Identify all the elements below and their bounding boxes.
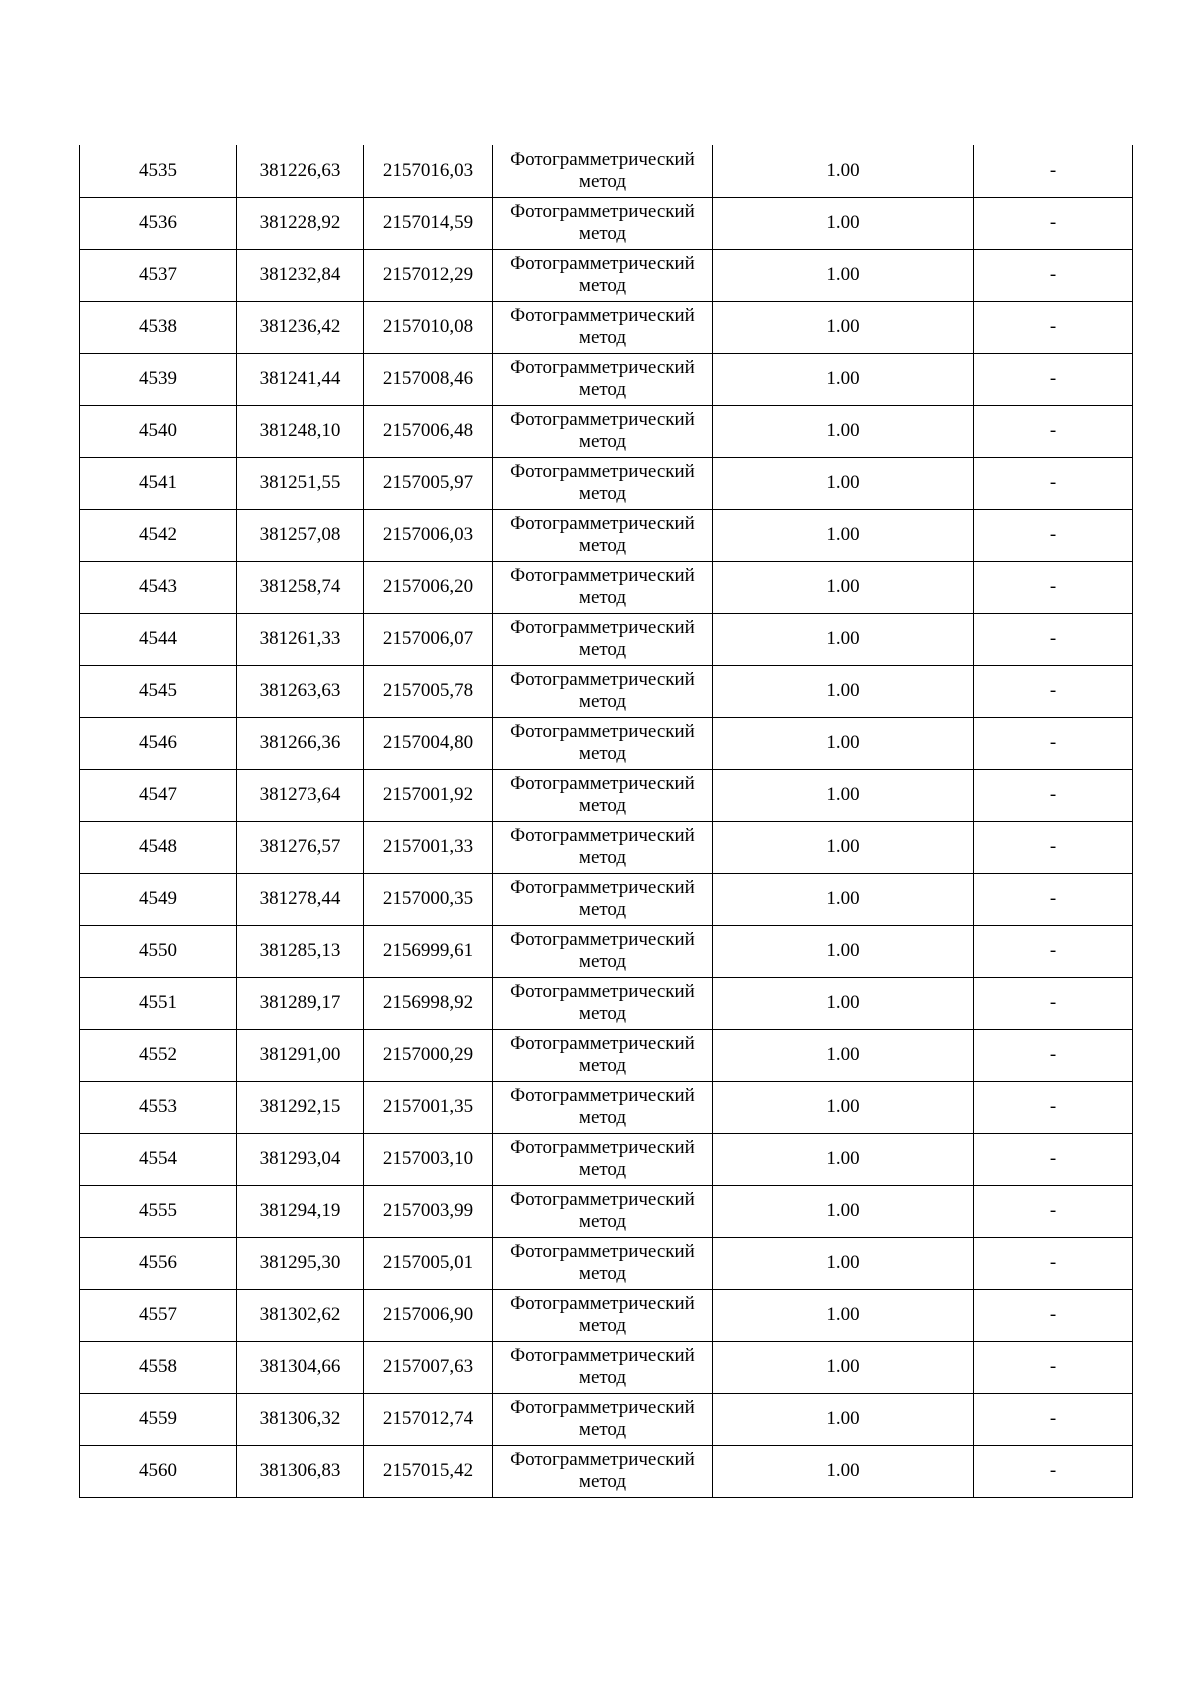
x-coordinate-cell: 381293,04 [237, 1133, 364, 1185]
y-coordinate-cell: 2157006,20 [364, 561, 493, 613]
x-coordinate-cell: 381248,10 [237, 405, 364, 457]
point-number-cell: 4546 [80, 717, 237, 769]
x-coordinate-cell: 381276,57 [237, 821, 364, 873]
method-line-1: Фотограмметрический [510, 773, 695, 794]
method-line-2: метод [578, 795, 627, 816]
coordinates-table-body [80, 145, 1133, 1497]
note-cell: - [974, 145, 1133, 197]
method-line-2: метод [578, 951, 627, 972]
point-number-cell: 4551 [80, 977, 237, 1029]
note-cell: - [974, 301, 1133, 353]
method-line-2: метод [578, 431, 627, 452]
method-cell [493, 665, 713, 717]
x-coordinate-cell: 381295,30 [237, 1237, 364, 1289]
point-number-cell: 4556 [80, 1237, 237, 1289]
method-line-1: Фотограмметрический [510, 877, 695, 898]
x-coordinate-cell: 381258,74 [237, 561, 364, 613]
method-cell [493, 1237, 713, 1289]
method-cell [493, 1081, 713, 1133]
table-row [80, 821, 1133, 873]
x-coordinate-cell: 381226,63 [237, 145, 364, 197]
method-line-1: Фотограмметрический [510, 201, 695, 222]
x-coordinate-cell: 381285,13 [237, 925, 364, 977]
table-row [80, 1445, 1133, 1497]
method-line-2: метод [578, 847, 627, 868]
point-number-cell: 4538 [80, 301, 237, 353]
x-coordinate-cell: 381302,62 [237, 1289, 364, 1341]
y-coordinate-cell: 2157003,99 [364, 1185, 493, 1237]
note-cell: - [974, 665, 1133, 717]
method-line-2: метод [578, 691, 627, 712]
x-coordinate-cell: 381306,83 [237, 1445, 364, 1497]
y-coordinate-cell: 2157005,01 [364, 1237, 493, 1289]
x-coordinate-cell: 381251,55 [237, 457, 364, 509]
point-number-cell: 4558 [80, 1341, 237, 1393]
table-row [80, 1133, 1133, 1185]
x-coordinate-cell: 381306,32 [237, 1393, 364, 1445]
table-row [80, 353, 1133, 405]
method-line-1: Фотограмметрический [510, 825, 695, 846]
note-cell: - [974, 561, 1133, 613]
note-cell: - [974, 1445, 1133, 1497]
table-row [80, 1289, 1133, 1341]
point-number-cell: 4550 [80, 925, 237, 977]
point-number-cell: 4545 [80, 665, 237, 717]
y-coordinate-cell: 2157014,59 [364, 197, 493, 249]
y-coordinate-cell: 2157008,46 [364, 353, 493, 405]
table-row [80, 1081, 1133, 1133]
method-cell [493, 249, 713, 301]
y-coordinate-cell: 2157010,08 [364, 301, 493, 353]
method-line-2: метод [578, 327, 627, 348]
method-line-2: метод [578, 639, 627, 660]
method-line-2: метод [578, 587, 627, 608]
method-line-1: Фотограмметрический [510, 305, 695, 326]
point-number-cell: 4543 [80, 561, 237, 613]
accuracy-cell: 1.00 [713, 873, 974, 925]
table-row [80, 925, 1133, 977]
accuracy-cell: 1.00 [713, 353, 974, 405]
x-coordinate-cell: 381278,44 [237, 873, 364, 925]
table-row [80, 405, 1133, 457]
accuracy-cell: 1.00 [713, 1341, 974, 1393]
table-row [80, 717, 1133, 769]
method-line-2: метод [578, 1263, 627, 1284]
table-row [80, 561, 1133, 613]
method-cell [493, 613, 713, 665]
table-row [80, 613, 1133, 665]
accuracy-cell: 1.00 [713, 249, 974, 301]
accuracy-cell: 1.00 [713, 925, 974, 977]
note-cell: - [974, 197, 1133, 249]
method-line-2: метод [578, 1055, 627, 1076]
method-line-2: метод [578, 535, 627, 556]
table-row [80, 873, 1133, 925]
accuracy-cell: 1.00 [713, 1237, 974, 1289]
method-cell [493, 977, 713, 1029]
method-line-1: Фотограмметрический [510, 1033, 695, 1054]
y-coordinate-cell: 2157000,29 [364, 1029, 493, 1081]
x-coordinate-cell: 381266,36 [237, 717, 364, 769]
method-line-1: Фотограмметрический [510, 565, 695, 586]
accuracy-cell: 1.00 [713, 821, 974, 873]
method-line-1: Фотограмметрический [510, 513, 695, 534]
method-cell [493, 509, 713, 561]
accuracy-cell: 1.00 [713, 405, 974, 457]
table-row [80, 977, 1133, 1029]
method-line-1: Фотограмметрический [510, 669, 695, 690]
y-coordinate-cell: 2157005,97 [364, 457, 493, 509]
note-cell: - [974, 1289, 1133, 1341]
method-line-1: Фотограмметрический [510, 1189, 695, 1210]
note-cell: - [974, 977, 1133, 1029]
accuracy-cell: 1.00 [713, 717, 974, 769]
y-coordinate-cell: 2157004,80 [364, 717, 493, 769]
accuracy-cell: 1.00 [713, 769, 974, 821]
method-line-1: Фотограмметрический [510, 461, 695, 482]
point-number-cell: 4547 [80, 769, 237, 821]
note-cell: - [974, 457, 1133, 509]
method-cell [493, 1445, 713, 1497]
accuracy-cell: 1.00 [713, 145, 974, 197]
method-line-2: метод [578, 1003, 627, 1024]
x-coordinate-cell: 381273,64 [237, 769, 364, 821]
point-number-cell: 4560 [80, 1445, 237, 1497]
x-coordinate-cell: 381232,84 [237, 249, 364, 301]
point-number-cell: 4535 [80, 145, 237, 197]
method-cell [493, 873, 713, 925]
accuracy-cell: 1.00 [713, 301, 974, 353]
method-line-1: Фотограмметрический [510, 981, 695, 1002]
accuracy-cell: 1.00 [713, 1445, 974, 1497]
note-cell: - [974, 925, 1133, 977]
x-coordinate-cell: 381257,08 [237, 509, 364, 561]
method-cell [493, 405, 713, 457]
accuracy-cell: 1.00 [713, 457, 974, 509]
point-number-cell: 4555 [80, 1185, 237, 1237]
accuracy-cell: 1.00 [713, 197, 974, 249]
method-cell [493, 561, 713, 613]
x-coordinate-cell: 381304,66 [237, 1341, 364, 1393]
x-coordinate-cell: 381261,33 [237, 613, 364, 665]
method-line-2: метод [578, 170, 627, 192]
table-row [80, 1393, 1133, 1445]
method-line-1: Фотограмметрический [510, 357, 695, 378]
x-coordinate-cell: 381263,63 [237, 665, 364, 717]
method-cell [493, 1133, 713, 1185]
note-cell: - [974, 1237, 1133, 1289]
accuracy-cell: 1.00 [713, 509, 974, 561]
table-row [80, 1237, 1133, 1289]
method-cell [493, 301, 713, 353]
table-row [80, 1341, 1133, 1393]
method-cell [493, 769, 713, 821]
table-row [80, 1185, 1133, 1237]
point-number-cell: 4540 [80, 405, 237, 457]
y-coordinate-cell: 2157001,33 [364, 821, 493, 873]
table-row [80, 769, 1133, 821]
method-cell [493, 1289, 713, 1341]
note-cell: - [974, 873, 1133, 925]
method-cell [493, 1393, 713, 1445]
method-line-1: Фотограмметрический [510, 148, 695, 170]
y-coordinate-cell: 2157012,74 [364, 1393, 493, 1445]
accuracy-cell: 1.00 [713, 561, 974, 613]
method-line-2: метод [578, 1159, 627, 1180]
y-coordinate-cell: 2156999,61 [364, 925, 493, 977]
method-cell [493, 821, 713, 873]
method-cell [493, 457, 713, 509]
method-cell [493, 353, 713, 405]
accuracy-cell: 1.00 [713, 665, 974, 717]
table-row [80, 457, 1133, 509]
note-cell: - [974, 613, 1133, 665]
method-line-1: Фотограмметрический [510, 617, 695, 638]
method-cell [493, 1185, 713, 1237]
y-coordinate-cell: 2157007,63 [364, 1341, 493, 1393]
y-coordinate-cell: 2157000,35 [364, 873, 493, 925]
method-line-1: Фотограмметрический [510, 1345, 695, 1366]
note-cell: - [974, 249, 1133, 301]
point-number-cell: 4552 [80, 1029, 237, 1081]
point-number-cell: 4539 [80, 353, 237, 405]
method-line-1: Фотограмметрический [510, 409, 695, 430]
method-line-1: Фотограмметрический [510, 1137, 695, 1158]
y-coordinate-cell: 2157006,90 [364, 1289, 493, 1341]
table-row [80, 301, 1133, 353]
y-coordinate-cell: 2157006,03 [364, 509, 493, 561]
y-coordinate-cell: 2157015,42 [364, 1445, 493, 1497]
x-coordinate-cell: 381292,15 [237, 1081, 364, 1133]
y-coordinate-cell: 2156998,92 [364, 977, 493, 1029]
method-line-2: метод [578, 483, 627, 504]
method-line-2: метод [578, 1419, 627, 1440]
accuracy-cell: 1.00 [713, 1081, 974, 1133]
method-line-2: метод [578, 379, 627, 400]
method-line-2: метод [578, 1107, 627, 1128]
note-cell: - [974, 1133, 1133, 1185]
method-cell [493, 717, 713, 769]
accuracy-cell: 1.00 [713, 1393, 974, 1445]
point-number-cell: 4549 [80, 873, 237, 925]
x-coordinate-cell: 381289,17 [237, 977, 364, 1029]
note-cell: - [974, 1185, 1133, 1237]
note-cell: - [974, 821, 1133, 873]
x-coordinate-cell: 381294,19 [237, 1185, 364, 1237]
y-coordinate-cell: 2157003,10 [364, 1133, 493, 1185]
method-line-2: метод [578, 275, 627, 296]
table-row [80, 197, 1133, 249]
y-coordinate-cell: 2157006,48 [364, 405, 493, 457]
method-line-1: Фотограмметрический [510, 1241, 695, 1262]
accuracy-cell: 1.00 [713, 1029, 974, 1081]
method-line-2: метод [578, 1315, 627, 1336]
table-row [80, 145, 1133, 197]
note-cell: - [974, 353, 1133, 405]
method-line-2: метод [578, 1367, 627, 1388]
method-cell [493, 1029, 713, 1081]
method-line-1: Фотограмметрический [510, 1085, 695, 1106]
coordinates-table [79, 145, 1133, 1498]
method-line-1: Фотограмметрический [510, 721, 695, 742]
y-coordinate-cell: 2157001,92 [364, 769, 493, 821]
x-coordinate-cell: 381291,00 [237, 1029, 364, 1081]
point-number-cell: 4542 [80, 509, 237, 561]
y-coordinate-cell: 2157006,07 [364, 613, 493, 665]
method-cell [493, 197, 713, 249]
accuracy-cell: 1.00 [713, 613, 974, 665]
method-line-1: Фотограмметрический [510, 1449, 695, 1470]
accuracy-cell: 1.00 [713, 1133, 974, 1185]
method-line-1: Фотограмметрический [510, 253, 695, 274]
point-number-cell: 4553 [80, 1081, 237, 1133]
accuracy-cell: 1.00 [713, 1185, 974, 1237]
point-number-cell: 4544 [80, 613, 237, 665]
method-cell [493, 1341, 713, 1393]
y-coordinate-cell: 2157005,78 [364, 665, 493, 717]
point-number-cell: 4559 [80, 1393, 237, 1445]
method-line-1: Фотограмметрический [510, 1293, 695, 1314]
point-number-cell: 4554 [80, 1133, 237, 1185]
x-coordinate-cell: 381228,92 [237, 197, 364, 249]
accuracy-cell: 1.00 [713, 977, 974, 1029]
note-cell: - [974, 405, 1133, 457]
point-number-cell: 4557 [80, 1289, 237, 1341]
method-line-2: метод [578, 1211, 627, 1232]
note-cell: - [974, 769, 1133, 821]
y-coordinate-cell: 2157016,03 [364, 145, 493, 197]
method-line-2: метод [578, 223, 627, 244]
method-cell [493, 925, 713, 977]
method-line-2: метод [578, 743, 627, 764]
method-line-2: метод [578, 1471, 627, 1492]
note-cell: - [974, 1029, 1133, 1081]
method-cell [493, 145, 713, 197]
x-coordinate-cell: 381241,44 [237, 353, 364, 405]
accuracy-cell: 1.00 [713, 1289, 974, 1341]
note-cell: - [974, 1341, 1133, 1393]
point-number-cell: 4536 [80, 197, 237, 249]
method-line-2: метод [578, 899, 627, 920]
table-row [80, 1029, 1133, 1081]
y-coordinate-cell: 2157012,29 [364, 249, 493, 301]
y-coordinate-cell: 2157001,35 [364, 1081, 493, 1133]
table-row [80, 665, 1133, 717]
method-line-1: Фотограмметрический [510, 929, 695, 950]
table-row [80, 509, 1133, 561]
note-cell: - [974, 1393, 1133, 1445]
point-number-cell: 4541 [80, 457, 237, 509]
method-line-1: Фотограмметрический [510, 1397, 695, 1418]
point-number-cell: 4548 [80, 821, 237, 873]
note-cell: - [974, 509, 1133, 561]
table-row [80, 249, 1133, 301]
note-cell: - [974, 1081, 1133, 1133]
note-cell: - [974, 717, 1133, 769]
point-number-cell: 4537 [80, 249, 237, 301]
x-coordinate-cell: 381236,42 [237, 301, 364, 353]
